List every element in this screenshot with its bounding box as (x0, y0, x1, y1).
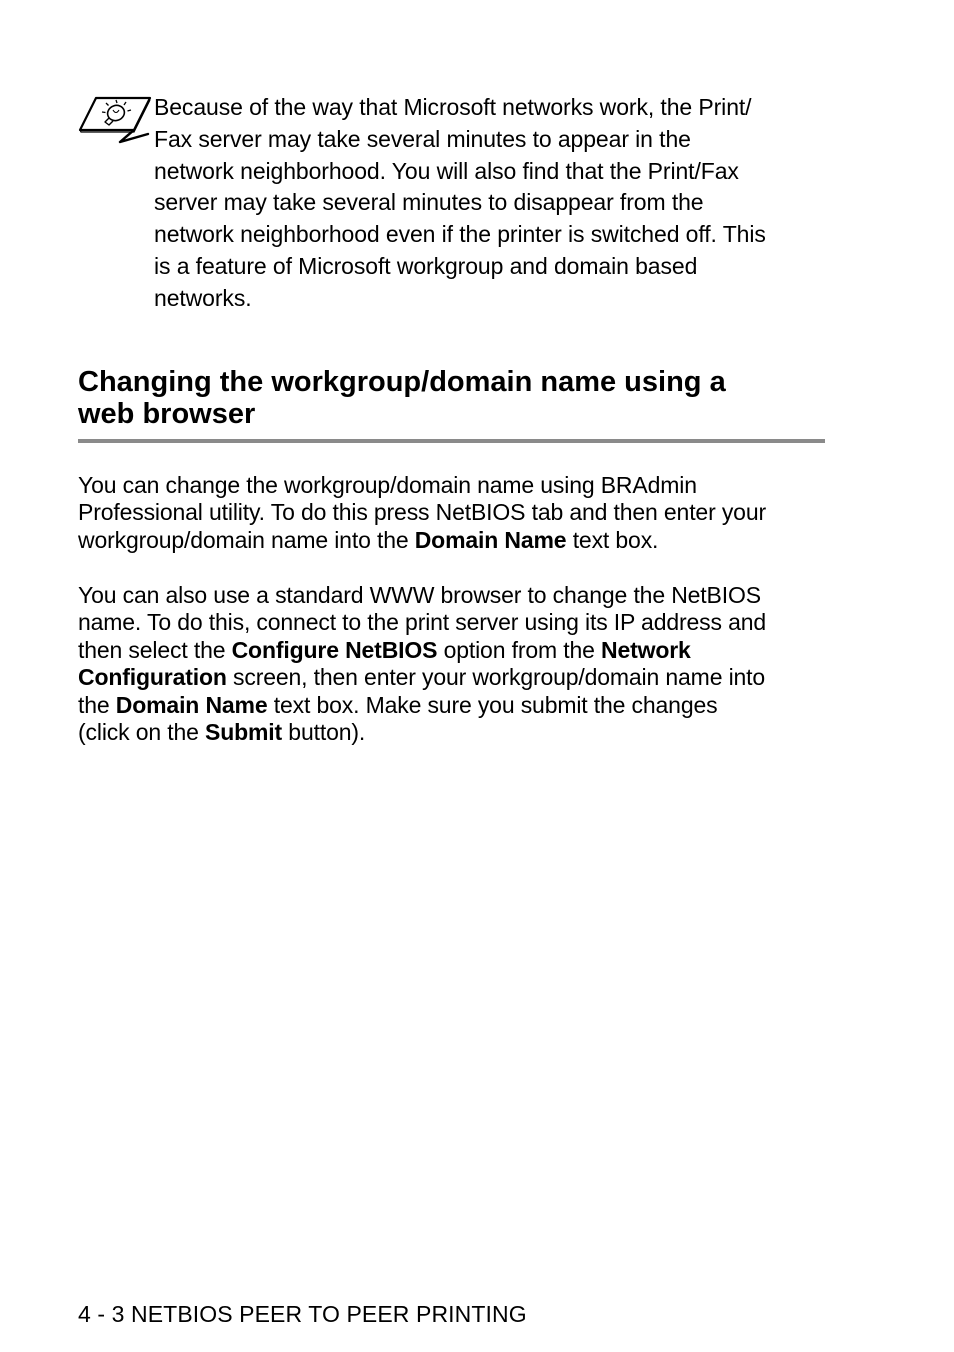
paragraph-web-browser (78, 582, 838, 746)
page-footer: 4 - 3 NETBIOS PEER TO PEER PRINTING (78, 1301, 527, 1327)
section-heading-line: web browser (78, 398, 256, 430)
text-run: screen, then enter your workgroup/domain name into (226, 664, 766, 691)
text-run: text box. (566, 526, 659, 553)
heading-divider (78, 439, 825, 443)
text-run: the (78, 691, 116, 718)
paragraph-line (78, 637, 838, 664)
note-line: is a feature of Microsoft workgroup and domain based (154, 252, 698, 279)
text-run: button). (282, 719, 366, 746)
bold-term-configuration: Configuration (78, 664, 227, 691)
note-line: networks. (154, 284, 252, 311)
bold-term-submit: Submit (205, 719, 283, 746)
note-line: network neighborhood even if the printer is switched off. This (154, 221, 766, 248)
note-line: Because of the way that Microsoft networks work, the Print/ (154, 94, 752, 120)
text-run: then select the (78, 636, 232, 663)
lightbulb-note-icon (78, 94, 152, 144)
section-heading-line: Changing the workgroup/domain name using a (78, 366, 726, 398)
paragraph-line: You can also use a standard WWW browser to change the NetBIOS (78, 582, 761, 608)
note-text (154, 92, 834, 315)
section-heading (78, 366, 838, 430)
paragraph-line (78, 719, 838, 746)
note-line: network neighborhood. You will also find that the Print/Fax (154, 157, 739, 184)
bold-term-domain-name: Domain Name (115, 691, 268, 718)
text-run: workgroup/domain name into the (78, 526, 415, 553)
text-run: option from the (437, 636, 601, 663)
paragraph-bradmin (78, 472, 838, 554)
note-line: Fax server may take several minutes to appear in the (154, 125, 691, 152)
paragraph-line (78, 692, 838, 719)
bold-term-domain-name: Domain Name (414, 526, 567, 553)
paragraph-line: name. To do this, connect to the print server using its IP address and (78, 609, 766, 636)
paragraph-line (78, 527, 838, 554)
paragraph-line (78, 664, 838, 691)
bold-term-configure-netbios: Configure NetBIOS (231, 636, 438, 663)
text-run: text box. Make sure you submit the changes (267, 691, 718, 718)
note-line: server may take several minutes to disappear from the (154, 189, 704, 216)
text-run: (click on the (78, 719, 206, 746)
paragraph-line: Professional utility. To do this press NetBIOS tab and then enter your (78, 499, 766, 526)
paragraph-line: You can change the workgroup/domain name using BRAdmin (78, 472, 697, 498)
bold-term-network: Network (600, 636, 691, 663)
